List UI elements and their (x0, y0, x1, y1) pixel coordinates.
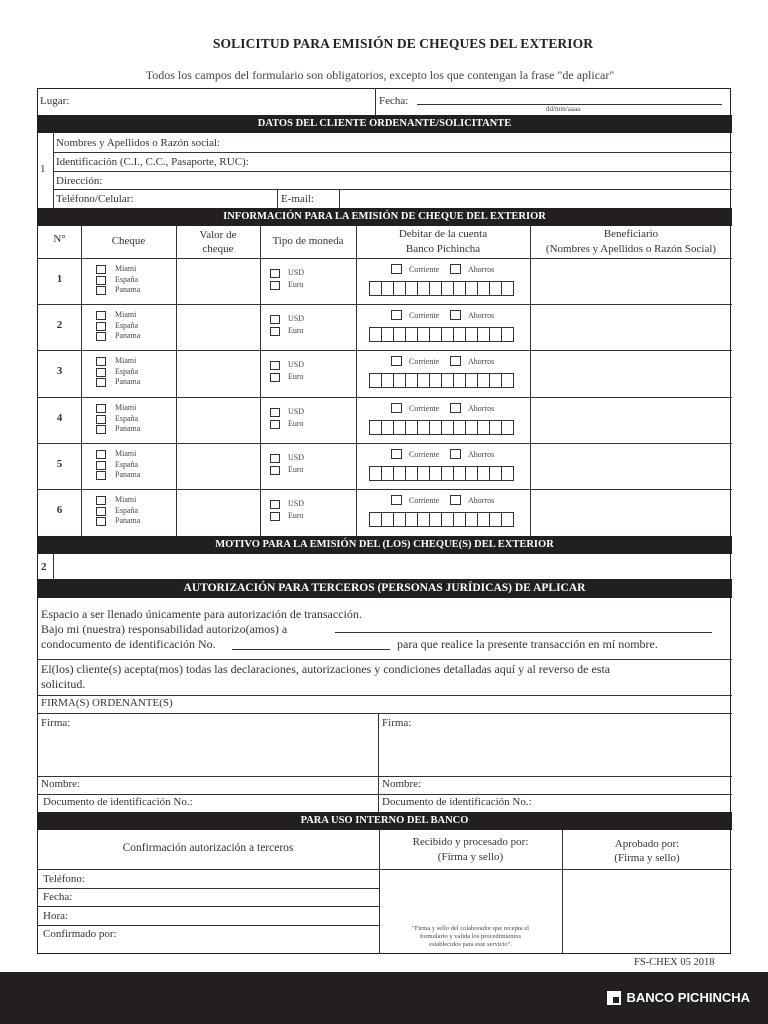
row-number: 4 (56, 412, 63, 424)
currency-option-label: Euro (288, 279, 304, 289)
ahorros-checkbox[interactable] (450, 495, 461, 505)
accept-line2: solicitud. (41, 677, 86, 691)
beneficiario-field[interactable] (532, 491, 730, 533)
section-internal-header: PARA USO INTERNO DEL BANCO (37, 812, 732, 830)
firma-2-area[interactable] (380, 715, 730, 775)
page-title: SOLICITUD PARA EMISIÓN DE CHEQUES DEL EXTERIOR (212, 36, 594, 51)
cheque-option-label: España (115, 413, 139, 423)
fecha-field[interactable] (417, 90, 722, 106)
cheque-checkbox[interactable] (96, 378, 106, 387)
cheque-checkbox[interactable] (96, 507, 106, 516)
cheque-checkbox[interactable] (96, 286, 106, 295)
form-code: FS-CHEX 05 2018 (634, 957, 715, 968)
ahorros-label: Ahorros (468, 265, 495, 274)
row-divider (37, 397, 732, 398)
currency-checkbox[interactable] (270, 281, 280, 290)
recibido-1: Recibido y procesado por: (412, 836, 529, 848)
currency-checkbox[interactable] (270, 466, 280, 475)
page-subtitle: Todos los campos del formulario son obligatorios, excepto los que contengan la frase "de aplicar" (145, 68, 615, 82)
beneficiario-field[interactable] (532, 260, 730, 302)
corriente-label: Corriente (409, 404, 440, 413)
account-number-boxes[interactable] (369, 420, 513, 435)
fecha-hint: dd/mm/aaaa (546, 105, 581, 113)
firma-2-label: Firma: (382, 717, 412, 729)
beneficiario-field[interactable] (532, 445, 730, 487)
beneficiario-field[interactable] (532, 352, 730, 394)
confirm-title: Confirmación autorización a terceros (122, 842, 294, 854)
account-digit-box[interactable] (501, 466, 514, 481)
beneficiario-field[interactable] (532, 399, 730, 441)
section-auth-header: AUTORIZACIÓN PARA TERCEROS (PERSONAS JURÍDICAS) DE APLICAR (37, 579, 732, 598)
cheque-checkbox[interactable] (96, 517, 106, 526)
documento-1-label[interactable]: Documento de identificación No.: (43, 796, 193, 808)
cheque-checkbox[interactable] (96, 276, 106, 285)
currency-checkbox[interactable] (270, 408, 280, 417)
col-n: N° (53, 233, 66, 245)
ahorros-label: Ahorros (468, 496, 495, 505)
currency-checkbox[interactable] (270, 420, 280, 429)
currency-checkbox[interactable] (270, 512, 280, 521)
cheque-option-label: Panama (115, 470, 141, 479)
row-divider (37, 489, 732, 490)
currency-checkbox[interactable] (270, 269, 280, 278)
cheque-option-label: España (115, 320, 139, 330)
currency-option-label: USD (288, 453, 305, 462)
corriente-label: Corriente (409, 265, 440, 274)
cheque-checkbox[interactable] (96, 415, 106, 424)
note-1: "Firma y sello del colaborador que recepta el (412, 925, 529, 932)
account-digit-box[interactable] (501, 281, 514, 296)
cheque-option-label: España (115, 505, 139, 515)
identificacion-label[interactable]: Identificación (C.I., C.C., Pasaporte, RUC): (56, 156, 249, 168)
currency-checkbox[interactable] (270, 315, 280, 324)
email-label[interactable]: E-mail: (281, 193, 314, 205)
currency-checkbox[interactable] (270, 454, 280, 463)
cheque-option-label: Panama (115, 424, 141, 433)
section-cheques-header: INFORMACIÓN PARA LA EMISIÓN DE CHEQUE DEL EXTERIOR (37, 208, 732, 226)
ahorros-label: Ahorros (468, 357, 495, 366)
currency-option-label: Euro (288, 510, 304, 520)
currency-option-label: USD (288, 314, 305, 323)
account-digit-box[interactable] (501, 327, 514, 342)
motivo-field[interactable] (55, 556, 730, 577)
section-client-number: 1 (40, 163, 46, 175)
corriente-checkbox[interactable] (391, 264, 402, 274)
valor-field[interactable] (178, 352, 258, 394)
valor-field[interactable] (178, 306, 258, 348)
ahorros-label: Ahorros (468, 311, 495, 320)
cheque-option-label: Miami (115, 403, 137, 412)
account-number-boxes[interactable] (369, 466, 513, 481)
section-motivo-header: MOTIVO PARA LA EMISIÓN DEL (LOS) CHEQUE(S) DEL EXTERIOR (37, 536, 732, 554)
firma-1-label: Firma: (41, 717, 71, 729)
nombre-2-label[interactable]: Nombre: (382, 778, 422, 790)
col-moneda: Tipo de moneda (272, 235, 344, 247)
cheque-checkbox[interactable] (96, 461, 106, 470)
ahorros-checkbox[interactable] (450, 264, 461, 274)
cheque-checkbox[interactable] (96, 357, 106, 366)
valor-field[interactable] (178, 260, 258, 302)
cheque-option-label: España (115, 366, 139, 376)
currency-checkbox[interactable] (270, 373, 280, 382)
cheque-checkbox[interactable] (96, 311, 106, 320)
ahorros-checkbox[interactable] (450, 356, 461, 366)
currency-option-label: USD (288, 360, 305, 369)
brand-logo (607, 990, 751, 1005)
currency-option-label: USD (288, 499, 305, 508)
currency-option-label: USD (288, 407, 305, 416)
internal-telefono[interactable]: Teléfono: (43, 873, 85, 885)
ahorros-checkbox[interactable] (450, 449, 461, 459)
currency-checkbox[interactable] (270, 500, 280, 509)
internal-confirmado[interactable]: Confirmado por: (43, 928, 117, 940)
cheque-checkbox[interactable] (96, 322, 106, 331)
note-2: formulario y valida los procedimientos (419, 933, 522, 940)
currency-option-label: Euro (288, 464, 304, 474)
cheque-option-label: Miami (115, 495, 137, 504)
recibido-2: (Firma y sello) (437, 851, 504, 863)
valor-field[interactable] (178, 445, 258, 487)
cheque-option-label: Panama (115, 285, 141, 294)
fecha-label: Fecha: (379, 95, 409, 107)
cheque-option-label: Panama (115, 516, 141, 525)
aprobado-sello-area[interactable] (564, 871, 730, 952)
internal-hora[interactable]: Hora: (43, 910, 69, 922)
nombres-label[interactable]: Nombres y Apellidos o Razón social: (56, 137, 221, 149)
account-digit-box[interactable] (501, 512, 514, 527)
currency-option-label: Euro (288, 371, 304, 381)
cheque-option-label: España (115, 459, 139, 469)
direccion-label[interactable]: Dirección: (56, 175, 103, 187)
ahorros-label: Ahorros (468, 450, 495, 459)
telefono-label[interactable]: Teléfono/Celular: (56, 193, 134, 205)
col-valor-1: Valor de (199, 229, 237, 241)
cheque-option-label: Miami (115, 264, 137, 273)
corriente-label: Corriente (409, 311, 440, 320)
cheque-checkbox[interactable] (96, 496, 106, 505)
valor-field[interactable] (178, 491, 258, 533)
currency-option-label: Euro (288, 418, 304, 428)
autorizado-field[interactable] (335, 618, 712, 632)
beneficiario-field[interactable] (532, 306, 730, 348)
row-divider (37, 443, 732, 444)
row-number: 2 (56, 319, 63, 331)
cheque-checkbox[interactable] (96, 425, 106, 434)
corriente-label: Corriente (409, 496, 440, 505)
corriente-label: Corriente (409, 450, 440, 459)
internal-fecha[interactable]: Fecha: (43, 891, 73, 903)
ahorros-checkbox[interactable] (450, 310, 461, 320)
cheque-option-label: Miami (115, 356, 137, 365)
col-debitar-2: Banco Pichincha (405, 243, 481, 255)
autorizado-documento-field[interactable] (232, 635, 390, 649)
account-number-boxes[interactable] (369, 281, 513, 296)
cheque-checkbox[interactable] (96, 404, 106, 413)
currency-checkbox[interactable] (270, 327, 280, 336)
section-client-header: DATOS DEL CLIENTE ORDENANTE/SOLICITANTE (37, 115, 732, 133)
currency-option-label: Euro (288, 325, 304, 335)
cheque-checkbox[interactable] (96, 332, 106, 341)
row-divider (37, 350, 732, 351)
cheque-checkbox[interactable] (96, 471, 106, 480)
col-cheque: Cheque (111, 235, 146, 247)
corriente-checkbox[interactable] (391, 495, 402, 505)
auth-line3: condocumento de identificación No. (41, 637, 216, 651)
currency-option-label: USD (288, 268, 305, 277)
account-number-boxes[interactable] (369, 327, 513, 342)
row-number: 3 (56, 365, 63, 377)
ahorros-checkbox[interactable] (450, 403, 461, 413)
brand-mark-icon (607, 991, 621, 1005)
corriente-label: Corriente (409, 357, 440, 366)
col-benef-1: Beneficiario (603, 228, 659, 240)
row-divider (37, 304, 732, 305)
nombre-1-label[interactable]: Nombre: (41, 778, 81, 790)
lugar-label: Lugar: (40, 95, 70, 107)
corriente-checkbox[interactable] (391, 449, 402, 459)
documento-2-label[interactable]: Documento de identificación No.: (382, 796, 532, 808)
cheque-checkbox[interactable] (96, 265, 106, 274)
row-number: 1 (56, 273, 63, 285)
row-number: 5 (56, 458, 63, 470)
firmas-title: FIRMA(S) ORDENANTE(S) (41, 697, 173, 709)
row-number: 6 (56, 504, 63, 516)
auth-line3-end: para que realice la presente transacción en mí nombre. (397, 637, 658, 651)
cheque-option-label: Miami (115, 449, 137, 458)
note-3: establecidos para este servicio". (429, 941, 512, 948)
lugar-field[interactable] (80, 90, 370, 112)
cheque-option-label: Miami (115, 310, 137, 319)
cheque-checkbox[interactable] (96, 368, 106, 377)
corriente-checkbox[interactable] (391, 356, 402, 366)
valor-field[interactable] (178, 399, 258, 441)
currency-checkbox[interactable] (270, 361, 280, 370)
aprobado-1: Aprobado por: (614, 838, 680, 850)
accept-line1: El(los) cliente(s) acepta(mos) todas las declaraciones, autorizaciones y condiciones detalladas aquí y al reverso de esta (41, 662, 611, 676)
col-valor-2: cheque (202, 243, 234, 255)
cheque-checkbox[interactable] (96, 450, 106, 459)
corriente-checkbox[interactable] (391, 403, 402, 413)
account-number-boxes[interactable] (369, 373, 513, 388)
section-motivo-number: 2 (41, 561, 47, 573)
aprobado-2: (Firma y sello) (614, 852, 680, 864)
auth-line2: Bajo mi (nuestra) responsabilidad autorizo(amos) a (41, 622, 288, 636)
cheque-option-label: Panama (115, 331, 141, 340)
brand-name: BANCO PICHINCHA (626, 990, 750, 1005)
auth-line1: Espacio a ser llenado únicamente para autorización de transacción. (41, 607, 362, 621)
cheque-option-label: Panama (115, 377, 141, 386)
col-benef-2: (Nombres y Apellidos o Razón Social) (545, 243, 717, 255)
cheque-option-label: España (115, 274, 139, 284)
account-number-boxes[interactable] (369, 512, 513, 527)
col-debitar-1: Debitar de la cuenta (398, 228, 488, 240)
account-digit-box[interactable] (501, 373, 514, 388)
ahorros-label: Ahorros (468, 404, 495, 413)
firma-1-area[interactable] (39, 715, 376, 775)
account-digit-box[interactable] (501, 420, 514, 435)
corriente-checkbox[interactable] (391, 310, 402, 320)
